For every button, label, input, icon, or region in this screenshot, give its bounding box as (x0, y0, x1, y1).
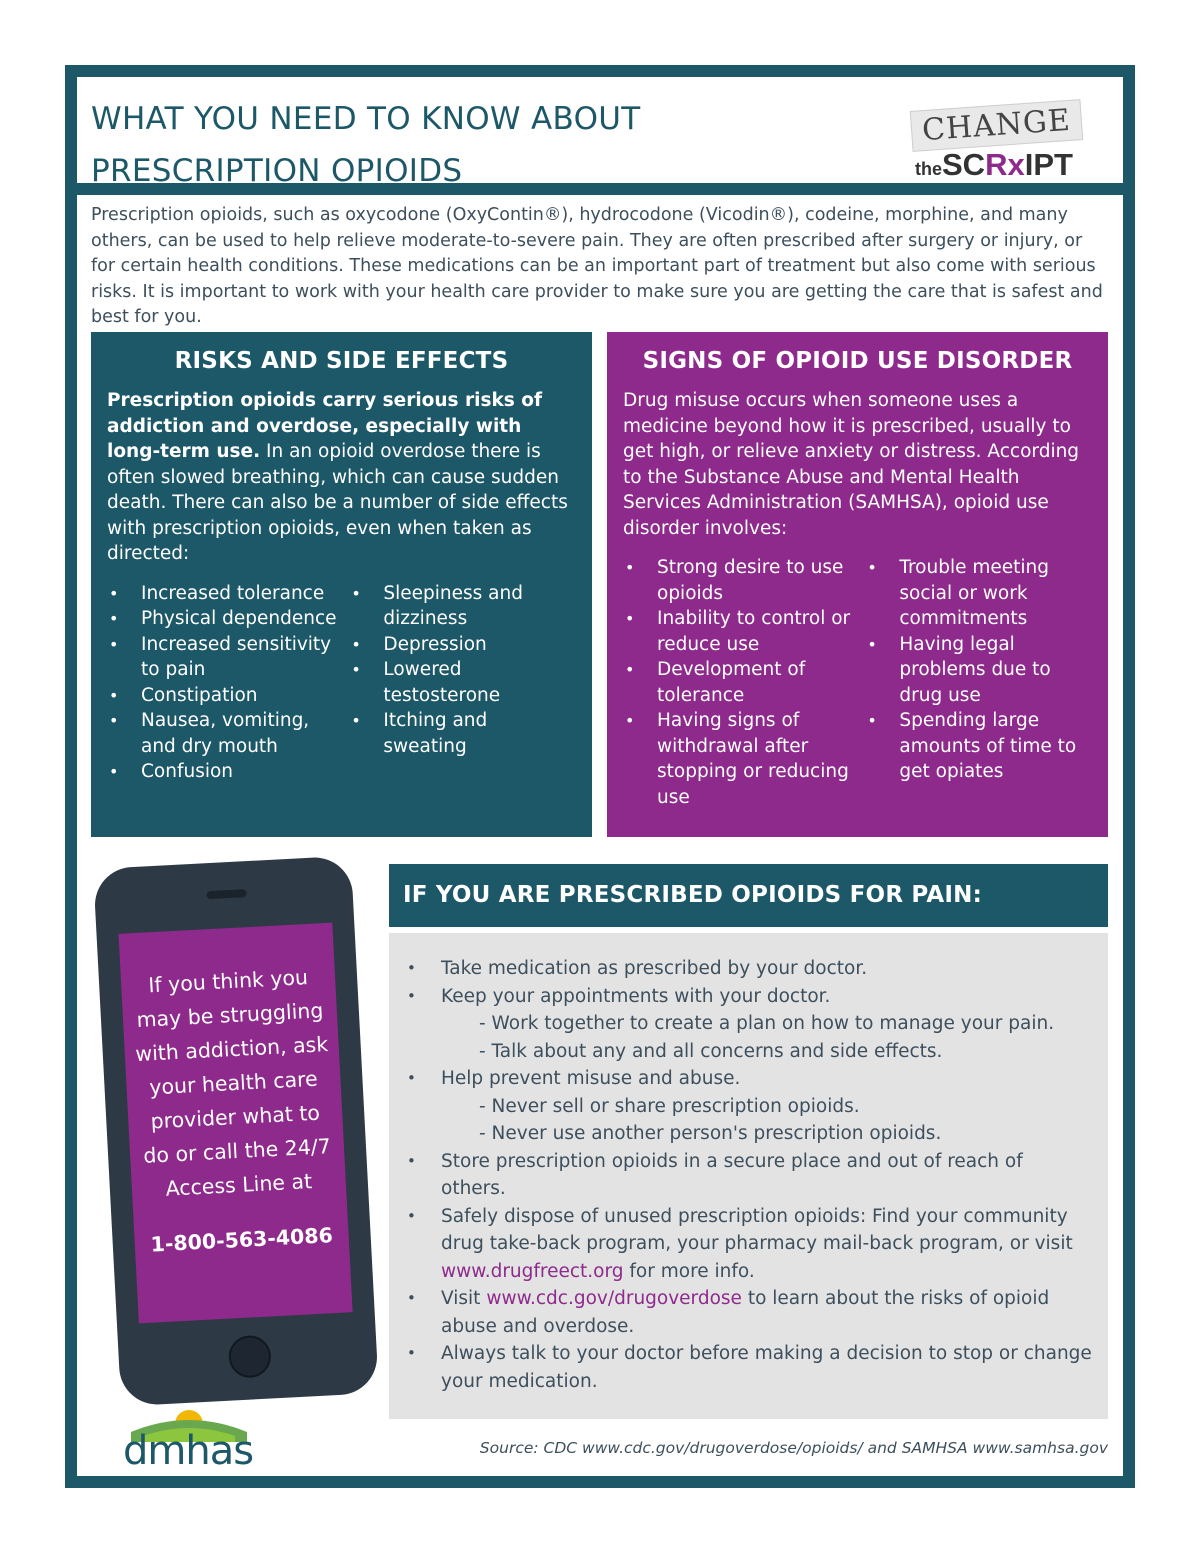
cdc-link[interactable]: www.cdc.gov/drugoverdose (486, 1288, 742, 1309)
list-item (407, 1285, 1092, 1340)
source-citation: Source: CDC www.cdc.gov/drugoverdose/opioids/ and SAMHSA www.samhsa.gov (479, 1439, 1108, 1457)
list-item: • Trouble meeting social or work commitments (865, 555, 1092, 632)
list-item: • Always talk to your doctor before making a decision to stop or change your medication. (407, 1340, 1092, 1395)
signs-box (607, 332, 1108, 837)
flyer-frame (65, 65, 1135, 1488)
risks-body-text: In an opioid overdose there is often slowed breathing, which can cause sudden death. There can also be a number of side effects with prescription opioids, even when taken as directed: (107, 441, 568, 564)
list-item: • Store prescription opioids in a secure place and out of reach of others. (407, 1148, 1092, 1203)
phone-illustration (93, 856, 379, 1407)
list-item: • Inability to control or reduce use (623, 606, 865, 657)
list-item (407, 1203, 1092, 1286)
risks-box (91, 332, 592, 837)
title-line-2: PRESCRIPTION OPIOIDS (91, 153, 463, 189)
list-item: • Lowered testosterone (349, 657, 576, 708)
title-line-1: WHAT YOU NEED TO KNOW ABOUT (91, 101, 641, 137)
drugfreect-link[interactable]: www.drugfreect.org (441, 1260, 624, 1282)
access-line-number: 1-800-563-4086 (149, 1223, 334, 1257)
list-item-tail: to learn about the risks of opioid abuse and overdose. (441, 1288, 1050, 1337)
dmhas-logo (123, 1402, 253, 1482)
list-item: • Confusion (107, 759, 349, 785)
signs-heading: SIGNS OF OPIOID USE DISORDER (642, 348, 1073, 374)
risks-bold-text: Prescription opioids carry serious risks of addiction and overdose, especially with long-term use. (107, 390, 543, 462)
signs-columns (623, 555, 1092, 810)
pain-heading: IF YOU ARE PRESCRIBED OPIOIDS FOR PAIN: (389, 864, 1108, 927)
dmhas-wordmark: dmhas (123, 1428, 254, 1474)
logo-change-word: CHANGE (910, 99, 1083, 152)
list-item-tail: for more info. (623, 1260, 755, 1282)
list-item (407, 1065, 1092, 1148)
list-item: • Constipation (107, 683, 349, 709)
list-item (407, 983, 1092, 1066)
phone-speaker-icon (206, 889, 246, 899)
risks-columns (107, 581, 576, 785)
sub-list-item: - Never sell or share prescription opioids. (479, 1095, 860, 1117)
phone-message: If you think you may be struggling with addiction, ask your health care provider what to do or call the 24/7 Access Line at (134, 965, 332, 1201)
logo-script-b: IPT (1024, 147, 1073, 182)
list-item: • Spending large amounts of time to get opiates (865, 708, 1092, 785)
list-item: • Strong desire to use opioids (623, 555, 865, 606)
logo-the: the (915, 159, 942, 179)
risks-text (107, 388, 576, 567)
phone-screen (119, 923, 353, 1324)
list-item: • Itching and sweating (349, 708, 576, 759)
list-item: • Sleepiness and dizziness (349, 581, 576, 632)
sub-list-item: - Work together to create a plan on how to manage your pain. (479, 1013, 1055, 1034)
logo-rx-icon: Rx (985, 147, 1025, 182)
pain-list (407, 955, 1092, 1395)
list-item: • Depression (349, 632, 576, 658)
list-item: • Nausea, vomiting, and dry mouth (107, 708, 349, 759)
list-item-text: Safely dispose of unused prescription opioids: Find your community drug take-back program, your pharmacy mail-back program, or visit (441, 1205, 1073, 1254)
list-item: • Physical dependence (107, 606, 349, 632)
list-item: • Having signs of withdrawal after stopping or reducing use (623, 708, 865, 810)
page-title (91, 93, 811, 197)
list-item: • Development of tolerance (623, 657, 865, 708)
list-item: • Having legal problems due to drug use (865, 632, 1092, 709)
risks-list-1 (107, 581, 349, 785)
list-item-text: Help prevent misuse and abuse. (441, 1068, 741, 1089)
risks-list-2 (349, 581, 576, 785)
sub-list (441, 1093, 1092, 1148)
list-item-text: Keep your appointments with your doctor. (441, 985, 831, 1007)
risks-heading: RISKS AND SIDE EFFECTS (174, 348, 509, 374)
sub-list (441, 1010, 1092, 1065)
list-item: • Take medication as prescribed by your doctor. (407, 955, 1092, 983)
list-item: • Increased sensitivity to pain (107, 632, 349, 683)
sub-list-item: - Talk about any and all concerns and side effects. (479, 1040, 943, 1062)
intro-paragraph: Prescription opioids, such as oxycodone (OxyContin®), hydrocodone (Vicodin®), codeine, morphine, and many others, can be used to help relieve moderate-to-severe pain. They are often prescribed after surgery or injury, or for certain health conditions. These medications can be an important part of treatment but also come with serious risks. It is important to work with your health care provider to make sure you are getting the care that is safest and best for you. (91, 205, 1103, 327)
list-item: • Increased tolerance (107, 581, 349, 607)
title-bar (77, 77, 1123, 195)
signs-list-2 (865, 555, 1092, 810)
logo-script-line (915, 147, 1073, 183)
sub-list-item: - Never use another person's prescription opioids. (479, 1123, 942, 1144)
change-the-script-logo (907, 99, 1097, 184)
signs-list-1 (623, 555, 865, 810)
pain-panel (389, 933, 1108, 1419)
signs-text: Drug misuse occurs when someone uses a medicine beyond how it is prescribed, usually to get high, or relieve anxiety or distress. According to the Substance Abuse and Mental Health Services Administration (SAMHSA), opioid use disorder involves: (623, 390, 1080, 539)
phone-home-button-icon (228, 1335, 272, 1379)
logo-script-a: SC (942, 147, 986, 182)
list-item-text: Visit (441, 1288, 487, 1309)
